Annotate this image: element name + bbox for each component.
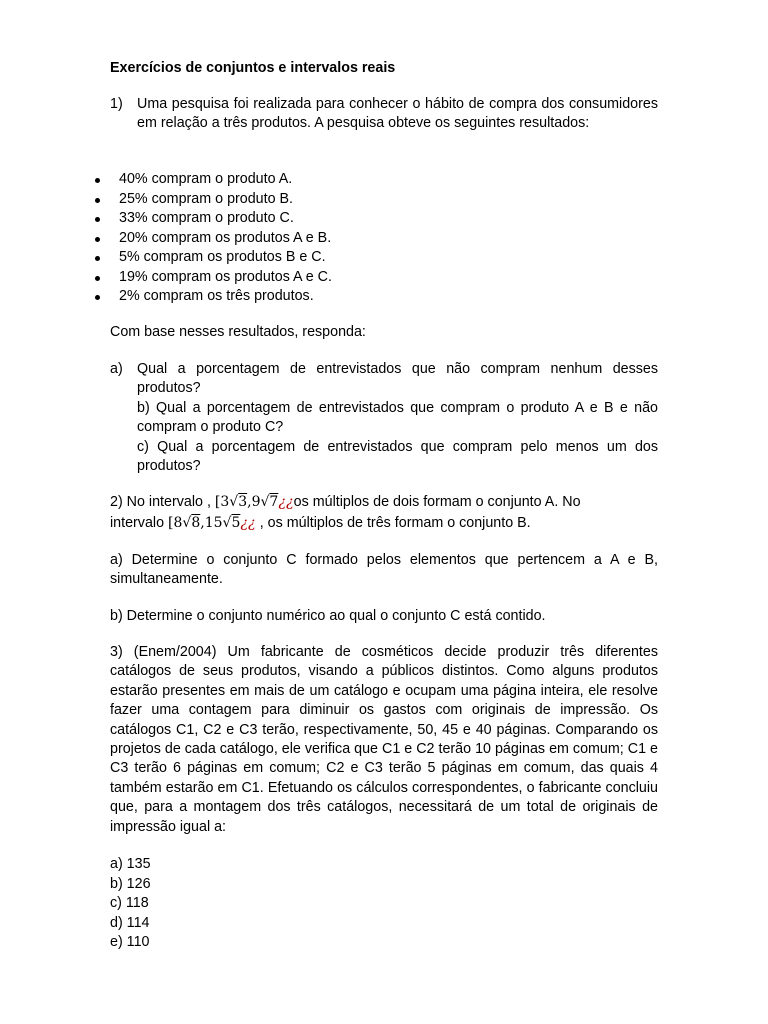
results-list [0,170,768,307]
question-3-text: 3) (Enem/2004) Um fabricante de cosméticos decide produzir três diferentes catálogos de seus produtos, visando a públicos distintos. Como alguns produtos estarão presentes em mais de um catálogo e ocupam uma página inteira, ele resolve fazer uma contagem para diminuir os gastos com originais de impressão. Os catálogos C1, C2 e C3 terão, respectivamente, 50, 45 e 40 páginas. Comparando os projetos de cada catálogo, ele verifica que C1 e C2 terão 10 páginas em comum; C1 e C3 terão 6 páginas em comum; C2 e C3 terão 5 páginas em comum, das quais 4 também estarão em C1. Efetuando os cálculos correspondentes, o fabricante concluiu que, para a montagem dos três catálogos, necessitará de um total de originais de impressão igual a: [110,644,658,835]
option-a: a) 135 [110,856,151,872]
question-2-line-2: intervalo [8√8,15√5¿¿ , os múltiplos de três formam o conjunto B. [110,515,531,531]
bullet-icon [95,295,100,300]
subitem-a-label: a) [110,361,123,377]
list-item: 5% compram os produtos B e C. [0,248,768,268]
subitem-c-text: c) Qual a porcentagem de entrevistados que compram pelo menos um dos produtos? [137,438,658,475]
bullet-icon [95,178,100,183]
list-item: 25% compram o produto B. [0,190,768,210]
broken-glyphs: ¿¿ [278,494,294,510]
list-item: 40% compram o produto A. [0,170,768,190]
question-1-subitems [110,360,658,476]
question-2-line-1: 2) No intervalo , [3√3,9√7¿¿os múltiplos de dois formam o conjunto A. No [110,494,581,510]
option-b: b) 126 [110,875,151,892]
bullet-icon [95,198,100,203]
subitem-b-text: b) Qual a porcentagem de entrevistados que compram o produto A e B e não compram o produto C? [137,399,658,436]
question-1-prompt: Com base nesses resultados, responda: [110,324,366,340]
question-1 [110,95,658,134]
answer-options [110,855,151,953]
question-1-number: 1) [110,96,123,112]
question-1-text: Uma pesquisa foi realizada para conhecer o hábito de compra dos consumidores em relação a três produtos. A pesquisa obteve os seguintes resultados: [137,96,658,132]
option-e: e) 110 [110,934,150,950]
option-d: d) 114 [110,914,150,931]
bullet-icon [95,256,100,261]
interval-b-expression: [8√8,15√5 [168,515,241,531]
subitem-a-text: Qual a porcentagem de entrevistados que não compram nenhum desses produtos? [137,361,658,397]
bullet-icon [95,276,100,281]
question-2-part-b: b) Determine o conjunto numérico ao qual o conjunto C está contido. [110,608,546,624]
question-2-part-a: a) Determine o conjunto C formado pelos elementos que pertencem a A e B, simultaneamente. [110,552,658,588]
list-item: 33% compram o produto C. [0,209,768,229]
interval-a-expression: [3√3,9√7 [214,494,279,510]
list-item: 2% compram os três produtos. [0,287,768,307]
list-item: 20% compram os produtos A e B. [0,229,768,249]
bullet-icon [95,237,100,242]
page-title: Exercícios de conjuntos e intervalos reais [110,60,396,76]
bullet-icon [95,217,100,222]
broken-glyphs: ¿¿ [240,515,256,531]
option-c: c) 118 [110,895,149,911]
list-item: 19% compram os produtos A e C. [0,268,768,288]
